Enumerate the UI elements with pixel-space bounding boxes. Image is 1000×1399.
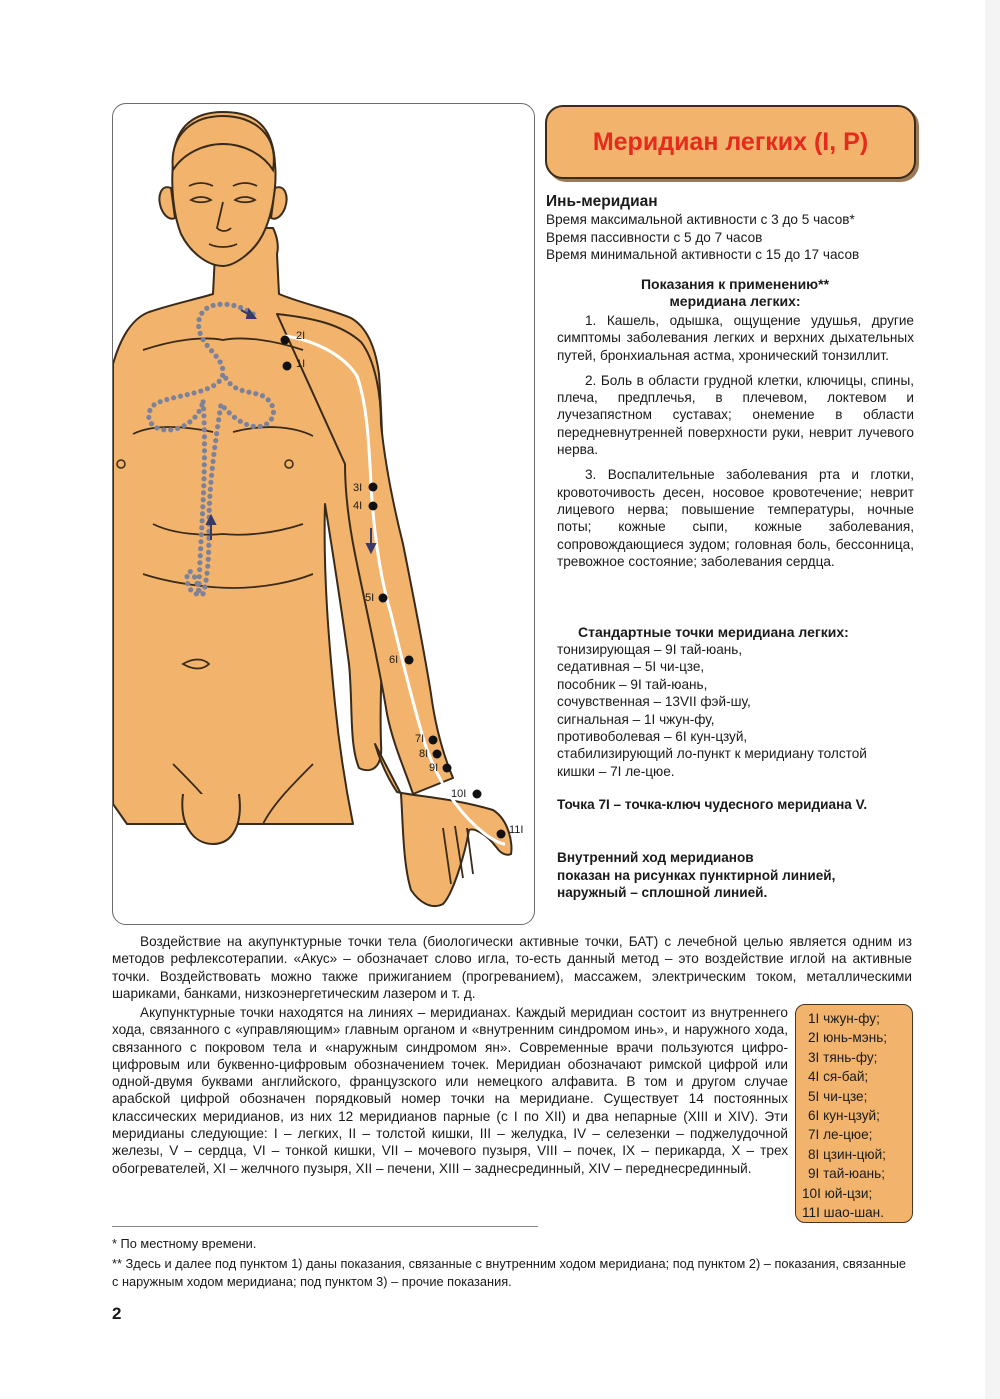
course-dot xyxy=(206,543,211,548)
course-dot xyxy=(228,381,233,386)
indications-heading: Показания к применению** меридиана легких: xyxy=(640,276,830,309)
course-dot xyxy=(269,416,274,421)
standard-points-list xyxy=(557,641,917,780)
course-dot xyxy=(175,426,180,431)
indications-list xyxy=(557,312,914,578)
course-dot xyxy=(244,422,249,427)
page-edge-bar xyxy=(985,0,1000,1399)
course-dot xyxy=(220,366,225,371)
points-list-item: 10I юй-цзи; xyxy=(802,1185,873,1201)
course-dot xyxy=(214,354,219,359)
course-dot xyxy=(206,557,211,562)
course-dot xyxy=(202,441,207,446)
course-dot xyxy=(207,494,212,499)
standard-point-item: пособник – 9I тай-юань, xyxy=(557,676,708,692)
course-dot xyxy=(199,532,204,537)
course-dot xyxy=(205,564,210,569)
standard-point-item: кишки – 7I ле-цюе. xyxy=(557,763,675,779)
figure-label-8i: 8I xyxy=(419,748,429,760)
acupoint-dot xyxy=(473,790,482,799)
acupoint-dot xyxy=(369,502,378,511)
course-dot xyxy=(188,569,193,574)
points-list-item: 7I ле-цюе; xyxy=(808,1127,873,1143)
course-dot xyxy=(201,399,206,404)
body-paragraph-1: Воздействие на акупунктурные точки тела (биологически активные точки, БАТ) с лечебной целью является одним из методов рефлексотерапии. «Акус» – обозначает слово игла, то-есть данный метод – это воздействие иглой на активные точки. Воздействовать можно также прижиганием (прогреванием), массажем, электрическим током, металлическими шариками, банками, низкоэнергетическим лазером и т. д. xyxy=(112,934,912,1001)
course-dot xyxy=(194,591,199,596)
course-dot xyxy=(201,497,206,502)
acupoint-dot xyxy=(379,594,388,603)
course-dot xyxy=(238,419,243,424)
course-dot xyxy=(198,539,203,544)
standard-point-item: стабилизирующий ло-пункт к меридиану толстой xyxy=(557,746,867,762)
course-dot xyxy=(209,348,214,353)
acupoint-dot xyxy=(405,656,414,665)
course-dot xyxy=(271,410,276,415)
course-dot xyxy=(209,473,214,478)
course-dot xyxy=(211,303,216,308)
course-dot xyxy=(246,390,251,395)
course-dot xyxy=(208,487,213,492)
meridian-type: Инь-меридиан xyxy=(546,193,658,210)
course-dot xyxy=(233,385,238,390)
course-dot xyxy=(253,391,258,396)
course-dot xyxy=(184,574,189,579)
course-dot xyxy=(215,424,220,429)
time-max: Время максимальной активности с 3 до 5 часов* xyxy=(546,212,855,227)
points-list-item: 4I ся-бай; xyxy=(808,1069,869,1085)
course-dot xyxy=(200,511,205,516)
course-dot xyxy=(208,480,213,485)
course-dot xyxy=(205,343,210,348)
figure-label-5i: 5I xyxy=(365,592,375,604)
course-dot xyxy=(223,376,228,381)
course-dot xyxy=(206,550,211,555)
course-dot xyxy=(202,584,207,589)
course-dot xyxy=(198,546,203,551)
course-dot xyxy=(200,504,205,509)
figure-label-6i: 6I xyxy=(389,654,399,666)
course-dot xyxy=(149,421,154,426)
course-dot xyxy=(217,302,222,307)
course-dot xyxy=(201,337,206,342)
course-dot xyxy=(188,587,193,592)
page-title: Меридиан легких (I, P) xyxy=(592,127,869,156)
course-dot xyxy=(202,455,207,460)
standard-point-item: противоболевая – 6I кун-цзуй, xyxy=(557,729,748,745)
page-number: 2 xyxy=(112,1304,122,1323)
course-dot xyxy=(199,311,204,316)
course-dot xyxy=(168,427,173,432)
points-list-item: 9I тай-юань; xyxy=(808,1166,885,1182)
meridian-figure xyxy=(112,103,535,925)
course-dot xyxy=(198,331,203,336)
acupoint-dot xyxy=(369,483,378,492)
time-passive: Время пассивности с 5 до 7 часов xyxy=(546,229,763,245)
course-dot xyxy=(202,469,207,474)
course-dot xyxy=(151,402,156,407)
course-legend-note: Внутренний ход меридианов показан на рисунках пунктирной линией, наружный – сплошной линией. xyxy=(557,850,836,900)
body-paragraph-2: Акупунктурные точки находятся на линиях – меридианах. Каждый меридиан состоит из внутреннего хода, связанного с «управляющим» главным органом и «внутренним синдромом инь», и наружного хода, связанного с покровом тела и «наружным синдромом ян». Современные врачи пользуются цифро-цифровым или буквенно-цифровым обозначением точек. Меридиан обозначают римской цифрой или одной-двумя буквами английского, французского или немецкого алфавита. В том и другом случае арабской цифрой обозначен порядковый номер точки на меридиане. Существует 14 постоянных классических меридианов, из них 12 меридианов парные (с I по XII) и два непарные (XIII и XIV). Эти меридианы следующие: I – легких, II – толстой кишки, III – желудка, IV – селезенки – поджелудочной железы, V – сердца, VI – тонкой кишки, VII – мочевого пузыря, VIII – почек, IX – перикарда, X – трех обогревателей, XI – желчного пузыря, XII – печени, XIII – заднесрединный, XIV – переднесрединный. xyxy=(112,1005,788,1176)
course-dot xyxy=(185,392,190,397)
figure-label-10i: 10I xyxy=(451,788,467,800)
course-dot xyxy=(211,383,216,388)
title-banner xyxy=(545,105,916,179)
course-dot xyxy=(201,490,206,495)
course-dot xyxy=(204,306,209,311)
course-dot xyxy=(217,359,222,364)
course-dot xyxy=(201,483,206,488)
points-list-item: 5I чи-цзе; xyxy=(808,1088,868,1104)
course-dot xyxy=(260,393,265,398)
course-dot xyxy=(197,560,202,565)
course-dot xyxy=(202,427,207,432)
course-dot xyxy=(205,386,210,391)
figure-label-3i: 3I xyxy=(353,482,363,494)
course-dot xyxy=(192,574,197,579)
standard-point-item: тонизирующая – 9I тай-юань, xyxy=(557,642,743,657)
course-dot xyxy=(232,415,237,420)
course-dot xyxy=(204,571,209,576)
footnote-divider xyxy=(112,1226,538,1227)
course-dot xyxy=(164,397,169,402)
course-dot xyxy=(202,462,207,467)
standard-points-heading: Стандартные точки меридиана легких: xyxy=(578,624,849,640)
course-dot xyxy=(192,415,197,420)
key-point-note: Точка 7I – точка-ключ чудесного меридиана V. xyxy=(557,797,868,812)
acupoint-dot xyxy=(497,830,506,839)
course-dot xyxy=(224,302,229,307)
course-dot xyxy=(264,421,269,426)
acupoint-dot xyxy=(443,764,452,773)
course-dot xyxy=(216,417,221,422)
acupoint-dot xyxy=(283,362,292,371)
course-dot xyxy=(196,317,201,322)
course-dot xyxy=(210,466,215,471)
standard-point-item: сигнальная – 1I чжун-фу, xyxy=(557,711,715,727)
figure-label-4i: 4I xyxy=(353,500,363,512)
body-illustration xyxy=(113,104,534,924)
course-dot xyxy=(207,508,212,513)
course-dot xyxy=(266,397,271,402)
course-dot xyxy=(201,476,206,481)
course-dot xyxy=(161,427,166,432)
figure-label-9i: 9I xyxy=(429,762,439,774)
course-dot xyxy=(200,591,205,596)
course-dot xyxy=(240,388,245,393)
course-dot xyxy=(217,410,222,415)
course-dot xyxy=(270,403,275,408)
points-list-item: 2I юнь-мэнь; xyxy=(808,1030,888,1046)
course-dot xyxy=(181,423,186,428)
course-dot xyxy=(212,445,217,450)
activity-times xyxy=(546,211,859,264)
course-dot xyxy=(199,525,204,530)
points-list-box xyxy=(795,1004,913,1223)
indication-item-3: 3. Воспалительные заболевания рта и глотки, кровоточивость десен, носовое кровотечение; неврит лицевого нерва; повышение температуры, ночные поты; кожные сыпи, кожные заболевания, сопровождающиеся зудом; головная боль, бессонница, тревожное состояние; заболевания сердца. xyxy=(557,467,914,569)
course-dot xyxy=(213,438,218,443)
course-dot xyxy=(171,395,176,400)
course-dot xyxy=(187,419,192,424)
points-list-item: 6I кун-цзуй; xyxy=(808,1108,880,1123)
course-dot xyxy=(198,553,203,558)
acupoint-dot xyxy=(429,736,438,745)
course-dot xyxy=(258,424,263,429)
course-dot xyxy=(214,431,219,436)
points-list-item: 8I цзин-цюй; xyxy=(808,1146,886,1162)
indication-item-2: 2. Боль в области грудной клетки, ключицы, спины, плеча, предплечья, в плечевом, локтевом и лучезапястном суставах; онемение в области передневнутренней поверхности руки, неврит лучевого нерва. xyxy=(557,372,914,458)
course-dot xyxy=(227,410,232,415)
course-dot xyxy=(201,413,206,418)
points-list-item: 3I тянь-фу; xyxy=(808,1049,878,1065)
figure-label-11i: 11I xyxy=(509,824,524,836)
course-dot xyxy=(158,399,163,404)
course-dot xyxy=(207,501,212,506)
course-dot xyxy=(197,574,202,579)
course-dot xyxy=(191,390,196,395)
course-dot xyxy=(197,567,202,572)
indication-item-1: 1. Кашель, одышка, ощущение удушья, другие симптомы заболевания легких и верхних дыхательных путей, бронхиальная астма, хронический тонзиллит. xyxy=(557,313,914,363)
course-dot xyxy=(202,448,207,453)
course-dot xyxy=(251,424,256,429)
standard-point-item: седативная – 5I чи-цзе, xyxy=(557,659,705,675)
figure-label-1i: 1I xyxy=(296,358,306,370)
figure-label-7i: 7I xyxy=(415,733,425,745)
course-dot xyxy=(201,406,206,411)
course-dot xyxy=(198,388,203,393)
course-dot xyxy=(178,394,183,399)
standard-point-item: сочувственная – 13VII фэй-шу, xyxy=(557,694,751,710)
course-dot xyxy=(211,452,216,457)
course-dot xyxy=(154,425,159,430)
course-dot xyxy=(231,303,236,308)
footnote-2: ** Здесь и далее под пунктом 1) даны показания, связанные с внутренним ходом меридиана; под пунктом 2) – показания, связанные с наружным ходом меридиана; под пунктом 3) – прочие показания. xyxy=(112,1256,907,1289)
course-dot xyxy=(200,518,205,523)
course-dot xyxy=(202,434,207,439)
course-dot xyxy=(194,581,199,586)
acupoint-dot xyxy=(433,750,442,759)
course-dot xyxy=(196,409,201,414)
acupoint-dot xyxy=(281,336,290,345)
points-list-item: 1I чжун-фу; xyxy=(808,1011,880,1026)
figure-label-2i: 2I xyxy=(296,330,306,342)
course-dot xyxy=(146,415,151,420)
course-dot xyxy=(217,379,222,384)
course-dot xyxy=(203,578,208,583)
course-dot xyxy=(147,408,152,413)
time-min: Время минимальной активности с 15 до 17 часов xyxy=(546,247,860,262)
course-dot xyxy=(196,324,201,329)
course-dot xyxy=(210,459,215,464)
course-dot xyxy=(202,420,207,425)
footnote-1: * По местному времени. xyxy=(112,1236,257,1251)
course-dot xyxy=(238,305,243,310)
course-dot xyxy=(185,581,190,586)
points-list-item: 11I шао-шан. xyxy=(802,1205,884,1220)
course-dot xyxy=(222,405,227,410)
